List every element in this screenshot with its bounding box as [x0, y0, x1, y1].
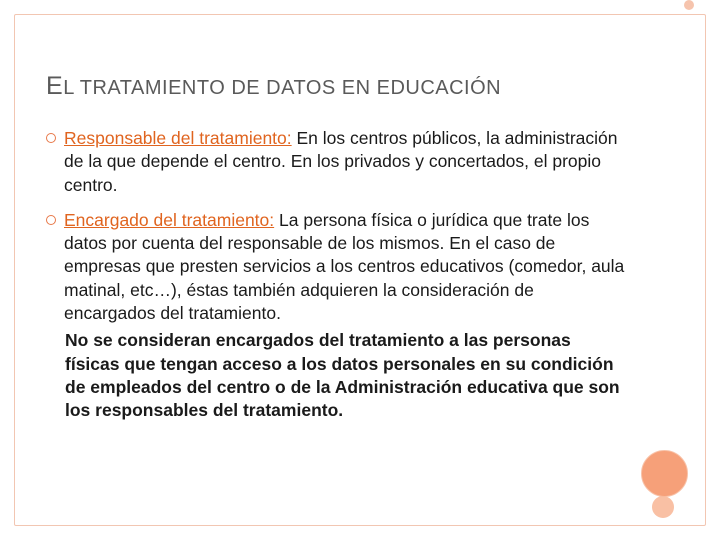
bold-note: No se consideran encargados del tratamiento a las personas físicas que tengan acceso a los datos personales en su condición de empleados del centro o de la Administración educativa que son los responsables del tratamiento. — [65, 330, 620, 421]
bullet-text: Responsable del tratamiento: En los centros públicos, la administración de la que depende el centro. En los privados y concertados, el propio centro. — [64, 128, 618, 195]
decor-circle-large — [641, 450, 688, 497]
bullet-item-responsable — [46, 127, 626, 197]
term-responsable: Responsable del tratamiento: — [64, 128, 292, 148]
bullet-circle-icon — [46, 133, 56, 143]
bullet-item-encargado — [46, 209, 626, 325]
slide-content — [46, 127, 626, 423]
bullet-circle-icon — [46, 215, 56, 225]
slide-title: EL TRATAMIENTO DE DATOS EN EDUCACIÓN — [46, 72, 502, 100]
decor-circle-small — [652, 496, 674, 518]
decor-circle-top — [684, 0, 694, 10]
term-encargado: Encargado del tratamiento: — [64, 209, 275, 230]
bullet-text: Encargado del tratamiento: La persona física o jurídica que trate los datos por cuenta del responsable de los mismos. En el caso de empresas que presten servicios a los centros educativos (comedor, aula matinal, etc…), éstas también adquieren la consideración de encargados del tratamiento. — [64, 209, 625, 324]
